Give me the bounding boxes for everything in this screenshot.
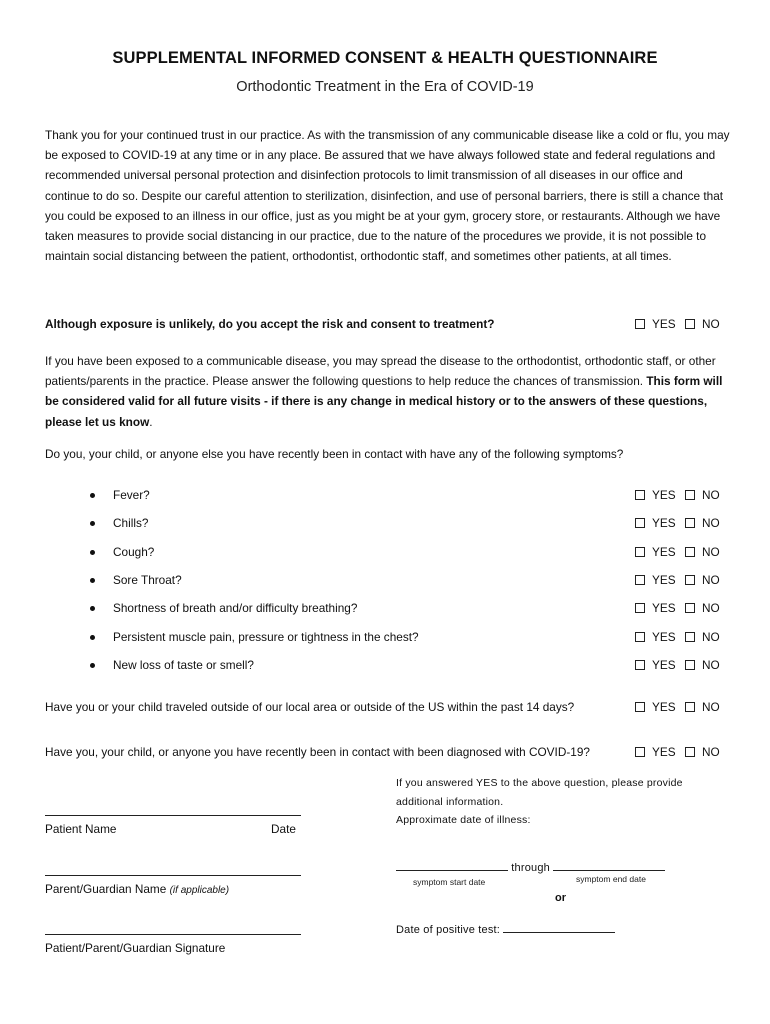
checkbox-icon	[635, 702, 645, 712]
symptom-row: New loss of taste or smell? YES NO	[45, 655, 730, 675]
consent-question: Although exposure is unlikely, do you accept the risk and consent to treatment?	[45, 317, 495, 331]
bullet-icon	[90, 493, 95, 498]
consent-no-checkbox[interactable]: NO	[685, 314, 725, 334]
bullet-icon	[90, 521, 95, 526]
breathing-no-checkbox[interactable]: NO	[685, 598, 725, 618]
muscle-pain-no-checkbox[interactable]: NO	[685, 627, 725, 647]
symptom-start-caption: symptom start date	[413, 877, 486, 887]
symptom-end-field[interactable]	[553, 861, 665, 871]
patient-name-label: Patient Name	[45, 822, 117, 836]
checkbox-icon	[635, 319, 645, 329]
travel-row	[45, 697, 730, 717]
followup-instruction: If you answered YES to the above question, please provide additional information.	[396, 777, 683, 808]
checkbox-icon	[685, 490, 695, 500]
symptom-row: Fever? YES NO	[45, 485, 730, 505]
bullet-icon	[90, 578, 95, 583]
checkbox-icon	[635, 632, 645, 642]
breathing-yes-checkbox[interactable]: YES	[635, 598, 675, 618]
symptom-start-field[interactable]	[396, 861, 508, 871]
chills-no-checkbox[interactable]: NO	[685, 513, 725, 533]
exposure-bold-note: This form will be considered valid for all future visits - if there is any change in medical history or to the answers of these questions, please let us know	[45, 374, 723, 429]
fever-no-checkbox[interactable]: NO	[685, 485, 725, 505]
consent-row	[45, 314, 730, 334]
travel-yes-checkbox[interactable]: YES	[635, 697, 675, 717]
travel-question: Have you or your child traveled outside of our local area or outside of the US within the past 14 days?	[45, 700, 575, 714]
symptom-row: Shortness of breath and/or difficulty breathing? YES NO	[45, 598, 730, 618]
taste-smell-no-checkbox[interactable]: NO	[685, 655, 725, 675]
sore-throat-yes-checkbox[interactable]: YES	[635, 570, 675, 590]
diagnosed-yes-checkbox[interactable]: YES	[635, 742, 675, 762]
checkbox-icon	[685, 319, 695, 329]
bullet-icon	[90, 663, 95, 668]
checkbox-icon	[685, 660, 695, 670]
symptom-row: Persistent muscle pain, pressure or tightness in the chest? YES NO	[45, 627, 730, 647]
checkbox-icon	[635, 603, 645, 613]
guardian-name-label: Parent/Guardian Name (if applicable)	[45, 882, 230, 896]
symptom-row: Cough? YES NO	[45, 542, 730, 562]
sore-throat-no-checkbox[interactable]: NO	[685, 570, 725, 590]
cough-no-checkbox[interactable]: NO	[685, 542, 725, 562]
checkbox-icon	[685, 575, 695, 585]
muscle-pain-yes-checkbox[interactable]: YES	[635, 627, 675, 647]
guardian-name-line[interactable]	[45, 875, 301, 876]
checkbox-icon	[685, 702, 695, 712]
positive-test-row: Date of positive test:	[396, 921, 726, 940]
checkbox-icon	[685, 747, 695, 757]
checkbox-icon	[635, 547, 645, 557]
or-label: or	[555, 892, 566, 904]
exposure-paragraph: If you have been exposed to a communicable disease, you may spread the disease to the orthodontist, orthodontic staff, or other patients/parents in the practice. Please answer the following questions to help reduce the chances of transmission. This form will be considered valid for all future visits - if there is any change in medical history or to the answers of these questions, please let us know.	[45, 354, 723, 429]
checkbox-icon	[685, 547, 695, 557]
diagnosed-no-checkbox[interactable]: NO	[685, 742, 725, 762]
bullet-icon	[90, 635, 95, 640]
checkbox-icon	[635, 518, 645, 528]
signature-label: Patient/Parent/Guardian Signature	[45, 941, 226, 955]
checkbox-icon	[635, 575, 645, 585]
checkbox-icon	[685, 632, 695, 642]
symptom-row: Sore Throat? YES NO	[45, 570, 730, 590]
checkbox-icon	[635, 660, 645, 670]
diagnosed-question: Have you, your child, or anyone you have recently been in contact with been diagnosed with COVID-19?	[45, 745, 590, 759]
positive-test-field[interactable]	[503, 923, 615, 933]
travel-no-checkbox[interactable]: NO	[685, 697, 725, 717]
checkbox-icon	[685, 603, 695, 613]
taste-smell-yes-checkbox[interactable]: YES	[635, 655, 675, 675]
bullet-icon	[90, 550, 95, 555]
signature-line[interactable]	[45, 934, 301, 935]
symptoms-question: Do you, your child, or anyone else you have recently been in contact with have any of the following symptoms?	[45, 447, 624, 461]
symptom-end-caption: symptom end date	[576, 874, 646, 884]
checkbox-icon	[685, 518, 695, 528]
form-subtitle: Orthodontic Treatment in the Era of COVID-19	[236, 79, 534, 95]
checkbox-icon	[635, 747, 645, 757]
checkbox-icon	[635, 490, 645, 500]
fever-yes-checkbox[interactable]: YES	[635, 485, 675, 505]
consent-yes-checkbox[interactable]: YES	[635, 314, 675, 334]
symptom-row: Chills? YES NO	[45, 513, 730, 533]
intro-paragraph: Thank you for your continued trust in our practice. As with the transmission of any communicable disease like a cold or flu, you may be exposed to COVID-19 at any time or in any place. Be assured that we have always followed state and federal regulations and recommended universal personal protection and disinfection protocols to limit transmission of all diseases in our office and continue to do so. Despite our careful attention to sterilization, disinfection, and use of personal barriers, there is still a chance that you could be exposed to an illness in our office, just as you might be at your gym, grocery store, or restaurants. Although we have taken measures to provide social distancing in our practice, due to the nature of the procedures we provide, it is not possible to maintain social distancing between the patient, orthodontist, orthodontic staff, and sometimes other patients, at all times.	[45, 128, 730, 264]
diagnosed-row	[45, 742, 730, 762]
date-label: Date	[271, 822, 296, 836]
bullet-icon	[90, 606, 95, 611]
form-title: SUPPLEMENTAL INFORMED CONSENT & HEALTH QUESTIONNAIRE	[112, 49, 658, 67]
cough-yes-checkbox[interactable]: YES	[635, 542, 675, 562]
approx-date-label: Approximate date of illness:	[396, 814, 531, 826]
date-range-row: through	[396, 859, 726, 878]
consent-options	[635, 314, 755, 334]
patient-name-line[interactable]	[45, 815, 301, 816]
chills-yes-checkbox[interactable]: YES	[635, 513, 675, 533]
